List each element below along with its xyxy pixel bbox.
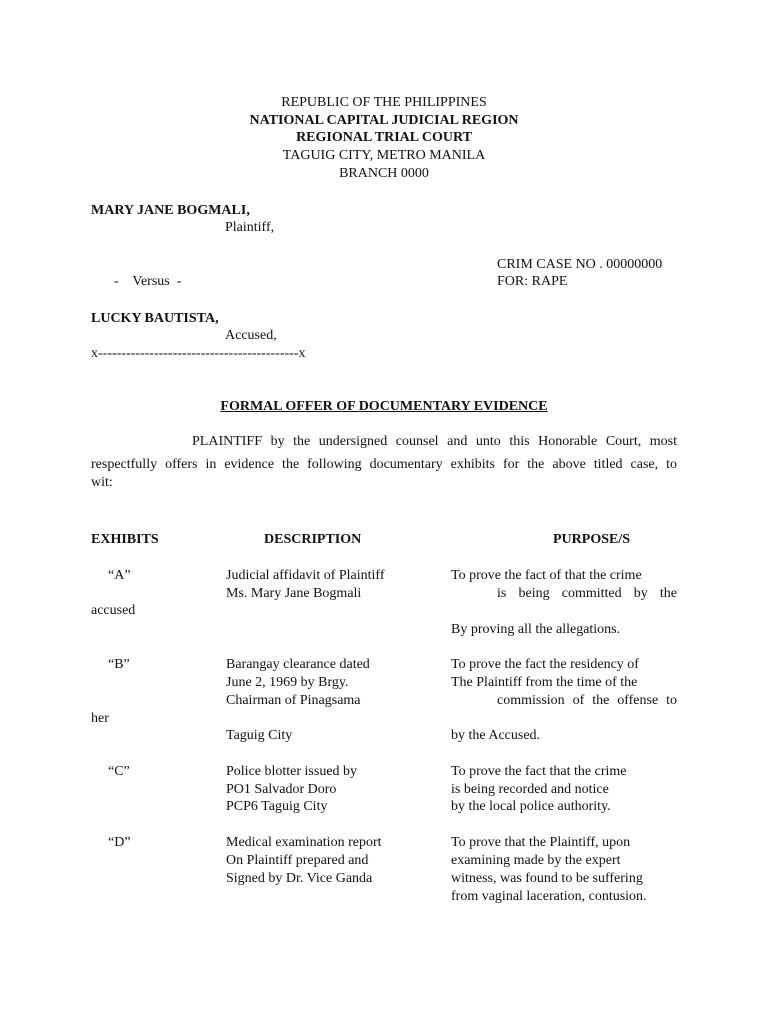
plaintiff-role: Plaintiff, [225,220,275,235]
versus-label: - Versus - [114,274,182,289]
exhibit-purpose: commission of the offense to [497,693,677,708]
exhibit-purpose: is being committed by the [497,586,677,601]
exhibit-purpose: by the Accused. [451,728,541,743]
intro-line-3: wit: [91,475,113,490]
exhibit-description: Barangay clearance dated [226,657,370,672]
exhibit-label: “D” [108,835,131,850]
exhibit-purpose: To prove the fact that the crime [451,764,627,779]
exhibit-purpose: by the local police authority. [451,799,611,814]
accused-name: LUCKY BAUTISTA, [91,311,219,326]
header-republic: REPUBLIC OF THE PHILIPPINES [281,95,487,110]
exhibit-description: Medical examination report [226,835,382,850]
header-exhibits: EXHIBITS [91,532,159,547]
exhibit-purpose: To prove the fact the residency of [451,657,639,672]
exhibit-description: PCP6 Taguig City [226,799,328,814]
exhibit-purpose: To prove the fact of that the crime [451,568,642,583]
header-description: DESCRIPTION [264,532,362,547]
plaintiff-name: MARY JANE BOGMALI, [91,203,250,218]
exhibit-description: On Plaintiff prepared and [226,853,369,868]
exhibit-purpose: is being recorded and notice [451,782,609,797]
exhibit-purpose: accused [91,603,136,618]
exhibit-label: “A” [108,568,131,583]
exhibit-description: Signed by Dr. Vice Ganda [226,871,373,886]
intro-line-1: PLAINTIFF by the undersigned counsel and unto this Honorable Court, most [192,434,677,449]
exhibit-purpose: from vaginal laceration, contusion. [451,889,647,904]
header-branch: BRANCH 0000 [339,166,429,181]
caption-divider: x-------------------------------------------x [91,346,306,361]
header-region: NATIONAL CAPITAL JUDICIAL REGION [249,113,519,128]
exhibit-description: PO1 Salvador Doro [226,782,337,797]
exhibit-description: Chairman of Pinagsama [226,693,361,708]
intro-line-2: respectfully offers in evidence the following documentary exhibits for the above titled case, to [91,457,677,472]
exhibit-description: Judicial affidavit of Plaintiff [226,568,385,583]
header-court: REGIONAL TRIAL COURT [296,130,472,145]
exhibit-label: “B” [108,657,130,672]
exhibit-purpose: By proving all the allegations. [451,622,621,637]
exhibit-purpose: To prove that the Plaintiff, upon [451,835,631,850]
header-purpose: PURPOSE/S [553,532,631,547]
document-title: FORMAL OFFER OF DOCUMENTARY EVIDENCE [220,399,548,414]
offense-label: FOR: RAPE [497,274,568,289]
exhibit-description: Ms. Mary Jane Bogmali [226,586,362,601]
exhibit-purpose: witness, was found to be suffering [451,871,643,886]
exhibit-description: Taguig City [226,728,293,743]
case-number: CRIM CASE NO . 00000000 [497,257,663,272]
header-city: TAGUIG CITY, METRO MANILA [282,148,486,163]
exhibit-label: “C” [108,764,130,779]
accused-role: Accused, [225,328,277,343]
exhibit-purpose: her [91,711,109,726]
exhibit-description: June 2, 1969 by Brgy. [226,675,349,690]
exhibit-purpose: The Plaintiff from the time of the [451,675,638,690]
exhibit-description: Police blotter issued by [226,764,358,779]
exhibit-purpose: examining made by the expert [451,853,621,868]
